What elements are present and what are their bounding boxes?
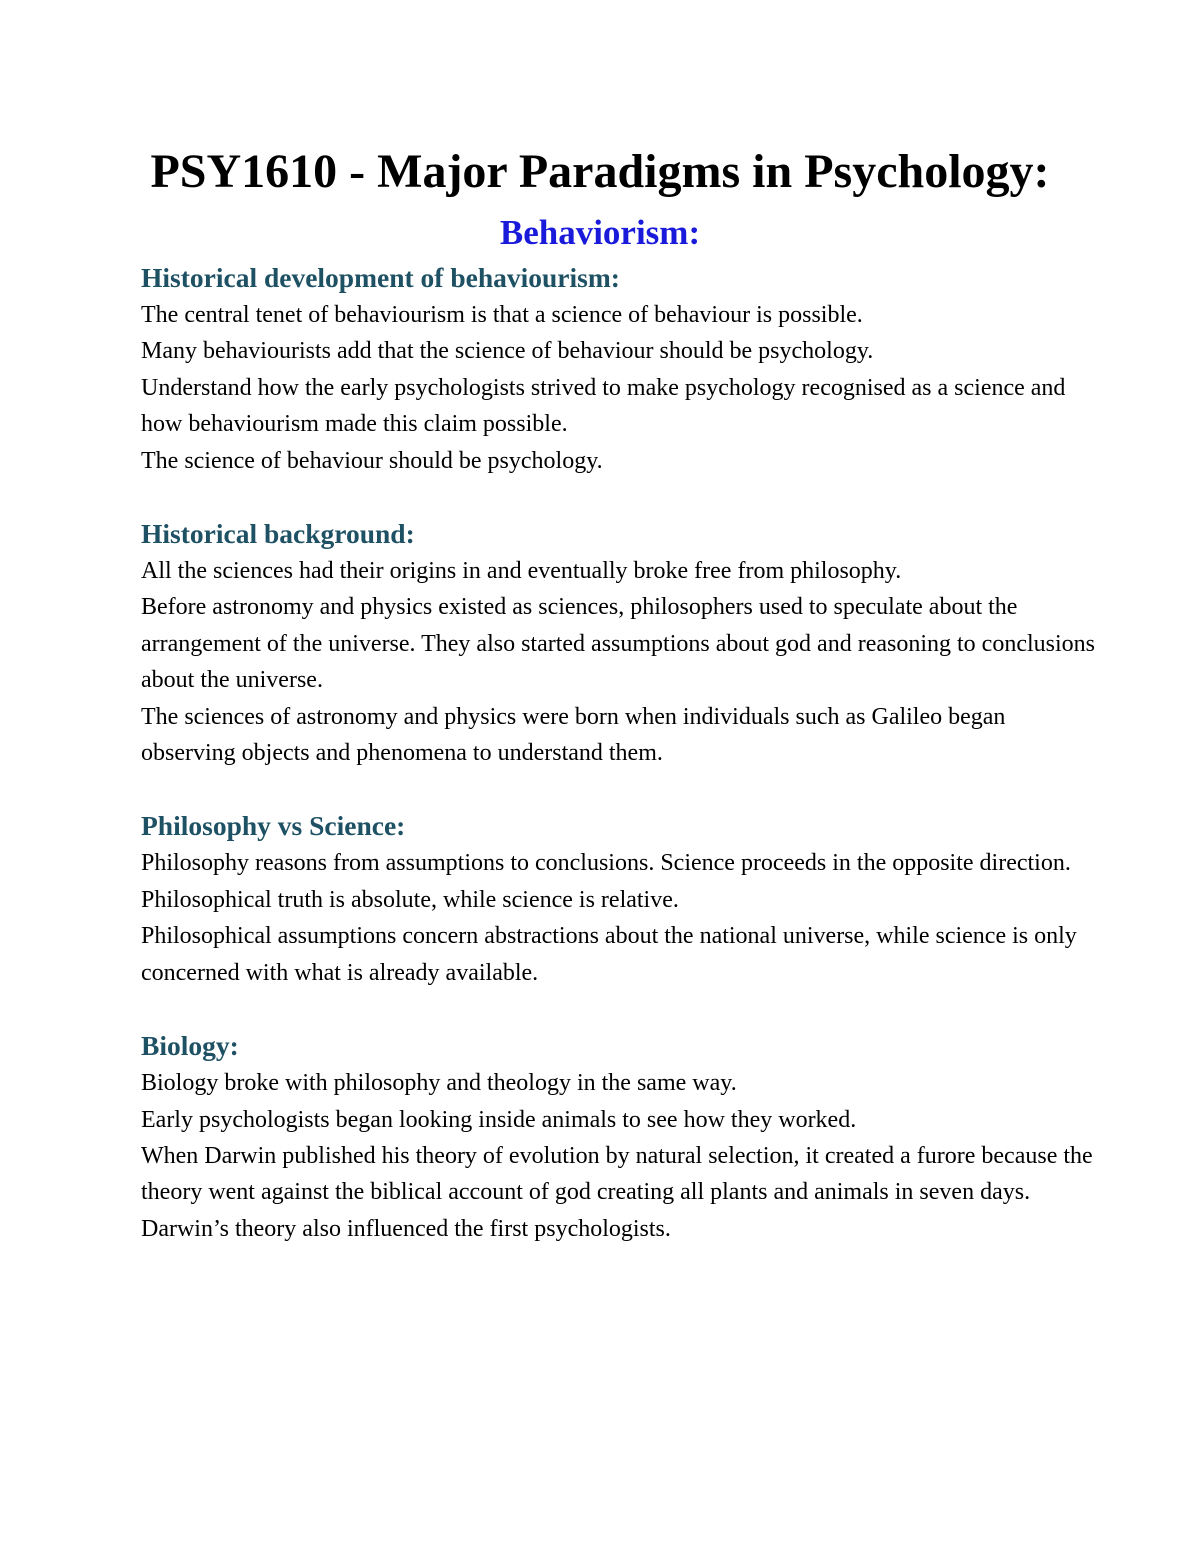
section-historical-background [141,515,1101,771]
document-title: PSY1610 - Major Paradigms in Psychology: [150,145,1050,198]
paragraph: Early psychologists began looking inside animals to see how they worked. [141,1106,857,1133]
paragraph: Understand how the early psychologists strived to make psychology recognised as a science and how behaviourism made this claim possible. [141,374,1066,438]
section-philosophy-vs-science [141,807,1101,991]
document-body [141,259,1101,1283]
paragraph: Biology broke with philosophy and theology in the same way. [141,1070,737,1097]
paragraph: The sciences of astronomy and physics were born when individuals such as Galileo began observing objects and phenomena to understand them. [141,703,1006,767]
paragraph: Philosophical truth is absolute, while science is relative. [141,886,679,913]
section-heading: Historical development of behaviourism: [141,262,620,293]
document-subtitle: Behaviorism: [499,213,701,252]
paragraph: Philosophical assumptions concern abstractions about the national universe, while science is only concerned with what is already available. [141,923,1077,986]
paragraph: Before astronomy and physics existed as sciences, philosophers used to speculate about the arrangement of the universe. They also started assumptions about god and reasoning to conclusions about the universe. [141,594,1095,694]
paragraph: Darwin’s theory also influenced the first psychologists. [141,1215,671,1242]
paragraph: When Darwin published his theory of evolution by natural selection, it created a furore because the theory went against the biblical account of god creating all plants and animals in seven days. [141,1142,1093,1206]
section-historical-development [141,259,1101,479]
paragraph: Many behaviourists add that the science of behaviour should be psychology. [141,338,874,365]
paragraph: All the sciences had their origins in and eventually broke free from philosophy. [141,558,902,585]
section-heading: Biology: [141,1030,239,1062]
paragraph: The science of behaviour should be psychology. [141,447,603,474]
section-biology [141,1027,1101,1247]
section-heading: Philosophy vs Science: [141,810,406,842]
section-heading: Historical background: [141,518,415,550]
paragraph: Philosophy reasons from assumptions to conclusions. Science proceeds in the opposite direction. [141,850,1071,877]
paragraph: The central tenet of behaviourism is that a science of behaviour is possible. [141,302,863,328]
